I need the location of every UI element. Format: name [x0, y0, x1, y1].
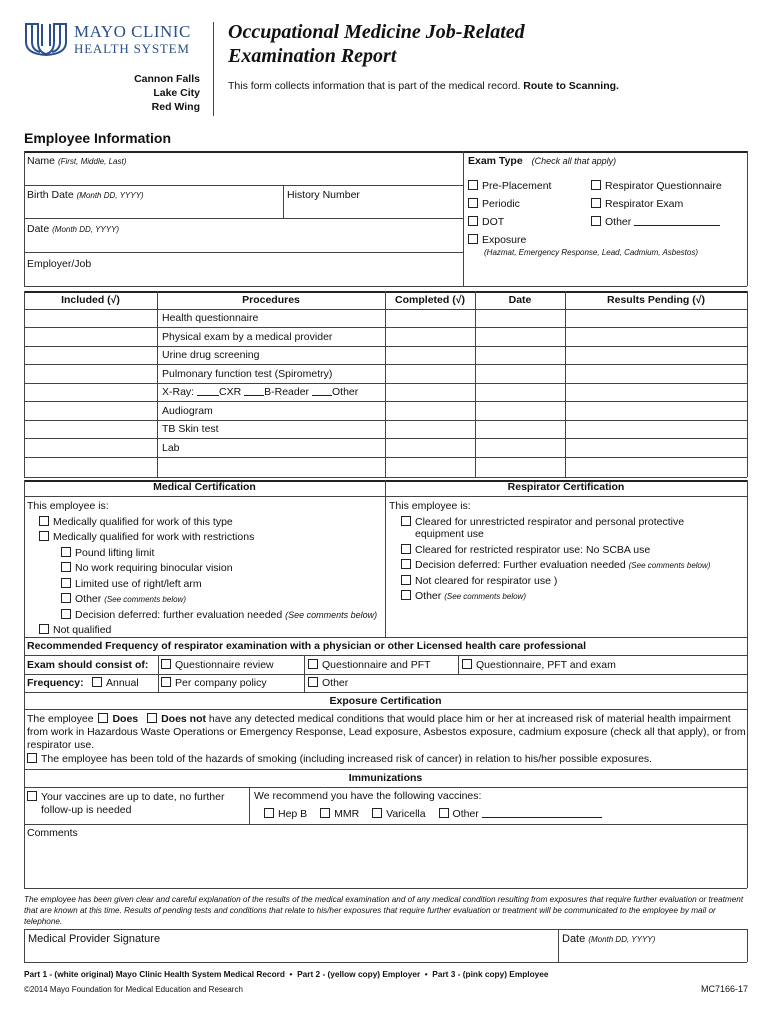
- signature-date-field[interactable]: Date (Month DD, YYYY): [562, 933, 656, 945]
- pound-lifting-limit-checkbox[interactable]: Pound lifting limit: [27, 546, 377, 562]
- col-completed: Completed (√): [395, 294, 465, 306]
- does-not-checkbox[interactable]: Does not: [141, 713, 206, 725]
- vaccines-up-to-date-checkbox[interactable]: Your vaccines are up to date, no further follow-up is needed: [27, 791, 224, 817]
- respirator-cert-title: Respirator Certification: [507, 481, 625, 493]
- header-divider: [213, 22, 214, 116]
- annual-checkbox[interactable]: Annual: [92, 677, 139, 689]
- procedure-row: TB Skin test: [162, 423, 219, 435]
- procedure-row: Lab: [162, 442, 180, 454]
- date-field[interactable]: Date (Month DD, YYYY): [27, 223, 120, 235]
- qualified-with-restrictions-checkbox[interactable]: Medically qualified for work with restrictions: [27, 530, 377, 546]
- exam-periodic-checkbox[interactable]: Periodic: [468, 195, 551, 213]
- procedure-row: Physical exam by a medical provider: [162, 331, 333, 343]
- medical-other-checkbox[interactable]: Other (See comments below): [27, 592, 377, 608]
- exam-dot-checkbox[interactable]: DOT: [468, 213, 551, 231]
- not-qualified-checkbox[interactable]: Not qualified: [27, 623, 377, 639]
- exam-pre-placement-checkbox[interactable]: Pre-Placement: [468, 177, 551, 195]
- logo-line1: MAYO CLINIC: [74, 22, 191, 41]
- birth-date-field[interactable]: Birth Date (Month DD, YYYY): [27, 189, 144, 201]
- questionnaire-review-checkbox[interactable]: Questionnaire review: [161, 659, 274, 671]
- per-company-policy-checkbox[interactable]: Per company policy: [161, 677, 267, 689]
- employee-section-title: Employee Information: [24, 130, 172, 146]
- immunizations-title: Immunizations: [348, 772, 423, 784]
- exam-types-right: [591, 177, 722, 231]
- no-binocular-vision-checkbox[interactable]: No work requiring binocular vision: [27, 561, 377, 577]
- does-checkbox[interactable]: Does: [96, 713, 138, 725]
- medical-cert-title: Medical Certification: [153, 481, 256, 493]
- exam-types-left: [468, 177, 551, 249]
- col-procedures: Procedures: [242, 294, 300, 306]
- vaccine-recommend-label: We recommend you have the following vaccines:: [254, 790, 482, 802]
- location-red-wing: Red Wing: [151, 101, 200, 113]
- respirator-other-checkbox[interactable]: Other (See comments below): [389, 589, 710, 605]
- scanning-notice: This form collects information that is part of the medical record. Route to Scanning.: [228, 80, 619, 92]
- col-included: Included (√): [61, 294, 120, 306]
- hep-b-checkbox[interactable]: Hep B: [264, 808, 307, 820]
- frequency-row: Frequency: Annual Per company policy Other: [27, 677, 349, 689]
- exam-respirator-exam-checkbox[interactable]: Respirator Exam: [591, 195, 722, 213]
- procedure-row-xray: X-Ray: CXR B-Reader Other: [162, 386, 359, 398]
- mayo-shield-logo-icon: [24, 22, 68, 56]
- location-lake-city: Lake City: [153, 87, 200, 99]
- mmr-checkbox[interactable]: MMR: [320, 808, 359, 820]
- procedure-row: Health questionnaire: [162, 312, 259, 324]
- vaccine-options: [264, 808, 602, 820]
- restricted-respirator-checkbox[interactable]: Cleared for restricted respirator use: No SCBA use: [389, 543, 710, 559]
- disclaimer-text: The employee has been given clear and careful explanation of the results of the medical examination and of any medical condition resulting from exposures that require further evaluation or treatment that are known at this time. Results of pending tests and conditions that relate to his/her exposures that require further evaluation or treatment will be communicated to the employee by mail or telephone.: [24, 895, 744, 926]
- smoking-hazards-checkbox[interactable]: The employee has been told of the hazards of smoking (including increased risk of cancer) in relation to his/her possible exposures.: [27, 753, 746, 766]
- medical-deferred-checkbox[interactable]: Decision deferred: further evaluation needed (See comments below): [27, 608, 377, 624]
- medical-cert-options: This employee is: Medically qualified for work of this type Medically qualified for work with restrictions Pound lifting limit No work requiring binocular vision Limited use of right/left arm Other (See comments below) Decision deferred: further evaluation needed (See comments below) Not qualified: [27, 499, 377, 639]
- limited-arm-use-checkbox[interactable]: Limited use of right/left arm: [27, 577, 377, 593]
- questionnaire-pft-exam-checkbox[interactable]: Questionnaire, PFT and exam: [462, 659, 616, 671]
- form-number: MC7166-17: [700, 984, 748, 994]
- col-results-pending: Results Pending (√): [607, 294, 705, 306]
- not-cleared-respirator-checkbox[interactable]: Not cleared for respirator use ): [389, 574, 710, 590]
- exam-type-label: Exam Type (Check all that apply): [468, 155, 617, 167]
- vaccine-other-checkbox[interactable]: Other: [439, 808, 602, 820]
- questionnaire-pft-checkbox[interactable]: Questionnaire and PFT: [308, 659, 431, 671]
- col-date: Date: [508, 294, 532, 306]
- procedure-row: Urine drug screening: [162, 349, 260, 361]
- varicella-checkbox[interactable]: Varicella: [372, 808, 426, 820]
- logo-line2: HEALTH SYSTEM: [74, 41, 190, 56]
- copy-distribution: Part 1 - (white original) Mayo Clinic Health System Medical Record • Part 2 - (yellow copy) Employer • Part 3 - (pink copy) Employee: [24, 969, 549, 979]
- exam-exposure-checkbox[interactable]: Exposure: [468, 231, 551, 249]
- location-cannon-falls: Cannon Falls: [134, 73, 200, 85]
- frequency-other-checkbox[interactable]: Other: [308, 677, 348, 689]
- unrestricted-respirator-checkbox[interactable]: Cleared for unrestricted respirator and personal protective: [389, 515, 710, 531]
- exposure-cert-text: The employee Does Does not have any detected medical conditions that would place him or her at increased risk of material health impairment from work in Hazardous Waste Operations or Emergency Response, Lead exposure, Asbestos exposure, cadmium exposure (check all that apply), or from respirator use. The employee has been told of the hazards of smoking (including increased risk of cancer) in relation to his/her possible exposures.: [27, 713, 746, 765]
- locations: [134, 72, 200, 114]
- exposure-cert-title: Exposure Certification: [329, 695, 442, 707]
- medically-qualified-checkbox[interactable]: Medically qualified for work of this type: [27, 515, 377, 531]
- exam-respirator-questionnaire-checkbox[interactable]: Respirator Questionnaire: [591, 177, 722, 195]
- procedure-row: Pulmonary function test (Spirometry): [162, 368, 333, 380]
- history-number-field[interactable]: History Number: [287, 189, 360, 201]
- exposure-hint: (Hazmat, Emergency Response, Lead, Cadmium, Asbestos): [484, 248, 699, 257]
- procedure-row: Audiogram: [162, 405, 213, 417]
- copyright: ©2014 Mayo Foundation for Medical Education and Research: [24, 985, 243, 994]
- comments-label: Comments: [27, 827, 78, 839]
- name-field[interactable]: Name (First, Middle, Last): [27, 155, 127, 167]
- employer-job-field[interactable]: Employer/Job: [27, 258, 92, 270]
- respirator-cert-options: This employee is: Cleared for unrestricted respirator and personal protective equipment use Cleared for restricted respirator use: No SCBA use Decision deferred: Further evaluation needed (See comments below) Not cleared for respirator use ) Other (See comments below): [389, 499, 710, 605]
- respirator-deferred-checkbox[interactable]: Decision deferred: Further evaluation needed (See comments below): [389, 558, 710, 574]
- frequency-title: Recommended Frequency of respirator examination with a physician or other Licensed health care professional: [27, 640, 586, 652]
- page-title: Occupational Medicine Job-Related Examination Report: [228, 21, 525, 67]
- exam-other-checkbox[interactable]: Other: [591, 213, 722, 231]
- provider-signature-field[interactable]: Medical Provider Signature: [28, 933, 161, 945]
- exam-consist-row: Exam should consist of: Questionnaire review Questionnaire and PFT Questionnaire, PFT and exam: [27, 659, 616, 671]
